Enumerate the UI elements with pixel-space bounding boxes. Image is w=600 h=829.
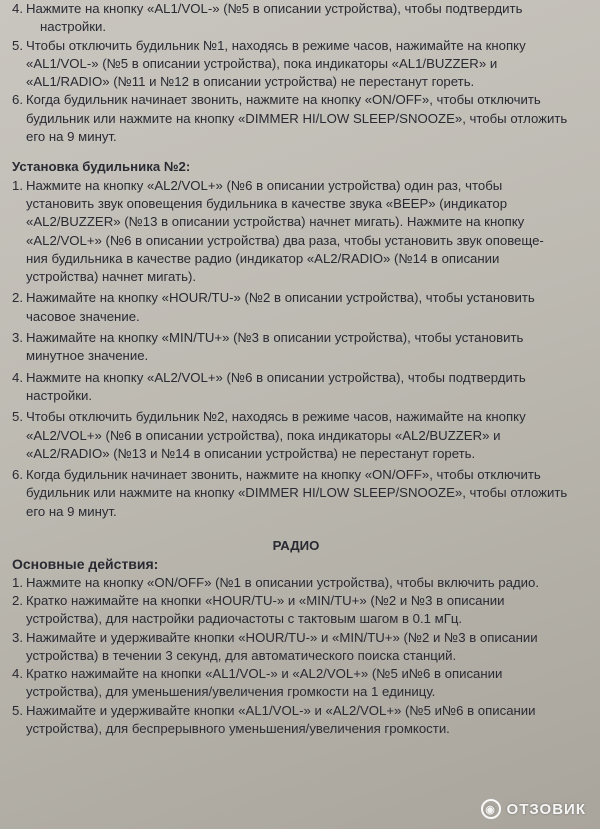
text-line: «AL2/BUZZER» (№13 в описании устройства) начнет мигать). Нажмите на кнопку	[26, 214, 525, 230]
text-line: Когда будильник начинает звонить, нажмите на кнопку «ON/OFF», чтобы отключить	[26, 92, 541, 108]
text-line: Кратко нажимайте на кнопки «AL1/VOL-» и «AL2/VOL+» (№5 и№6 в описании	[26, 666, 503, 682]
text-line: Нажимайте на кнопку «MIN/TU+» (№3 в описании устройства), чтобы установить	[26, 330, 524, 346]
text-line: Нажимайте и удерживайте кнопки «HOUR/TU-» и «MIN/TU+» (№2 и №3 в описании	[26, 629, 538, 645]
otzovik-watermark	[481, 799, 586, 819]
radio-step-3	[12, 629, 580, 666]
text-line: Нажимайте и удерживайте кнопки «AL1/VOL-» и «AL2/VOL+» (№5 и№6 в описании	[26, 702, 536, 718]
alarm2-step-5	[12, 408, 580, 463]
step-number: 2.	[12, 592, 23, 608]
text-line: устройства) в течении 3 секунд, для автоматического поиска станций.	[26, 647, 457, 663]
alarm2-step-3	[12, 329, 580, 366]
step-number: 5.	[12, 702, 23, 718]
text-line: устройства), для уменьшения/увеличения громкости на 1 единицу.	[26, 684, 436, 700]
text-line: Нажмите на кнопку «ON/OFF» (№1 в описании устройства), чтобы включить радио.	[26, 574, 539, 590]
text-line: устройства), для настройки радиочастоты с тактовым шагом в 0.1 мГц.	[26, 611, 463, 627]
watermark-text: ОТЗОВИК	[506, 800, 586, 818]
text-line: «AL2/VOL+» (№6 в описании устройства), пока индикаторы «AL2/BUZZER» и	[26, 427, 501, 443]
text-line: будильник или нажмите на кнопку «DIMMER HI/LOW SLEEP/SNOOZE», чтобы отложить	[26, 485, 568, 501]
text-line: настройки.	[26, 387, 93, 403]
text-line: Чтобы отключить будильник №2, находясь в режиме часов, нажимайте на кнопку	[26, 409, 526, 425]
text-line: Нажимайте на кнопку «HOUR/TU-» (№2 в описании устройства), чтобы установить	[26, 290, 535, 306]
step-number: 3.	[12, 330, 23, 346]
step-number: 1.	[12, 177, 23, 193]
radio-step-1	[12, 574, 580, 592]
text-line: Когда будильник начинает звонить, нажмите на кнопку «ON/OFF», чтобы отключить	[26, 467, 541, 483]
text-line: минутное значение.	[26, 348, 149, 364]
otzovik-logo-icon: ◉	[481, 799, 501, 819]
step-number: 5.	[12, 409, 23, 425]
step-number: 4.	[12, 666, 23, 682]
step-number: 4.	[12, 369, 23, 385]
step-number: 1.	[12, 574, 23, 590]
text-line: Нажмите на кнопку «AL2/VOL+» (№6 в описании устройства), чтобы подтвердить	[26, 369, 526, 385]
alarm2-step-4	[12, 369, 580, 406]
text-line: его на 9 минут.	[26, 129, 117, 145]
radio-heading: РАДИО	[272, 538, 320, 554]
text-line: Нажмите на кнопку «AL1/VOL-» (№5 в описании устройства), чтобы подтвердить	[26, 1, 523, 16]
step-number: 4.	[12, 1, 23, 16]
radio-step-4	[12, 665, 580, 702]
text-line: «AL1/RADIO» (№11 и №12 в описании устройства) не перестанут гореть.	[26, 74, 475, 90]
alarm1-step-4	[12, 0, 580, 37]
text-line: «AL1/VOL-» (№5 в описании устройства), пока индикаторы «AL1/BUZZER» и	[26, 55, 498, 71]
text-line: установить звук оповещения будильника в качестве звука «BEEP» (индикатор	[26, 195, 508, 211]
text-line: его на 9 минут.	[26, 503, 117, 519]
text-line: Кратко нажимайте на кнопки «HOUR/TU-» и «MIN/TU+» (№2 и №3 в описании	[26, 592, 505, 608]
radio-step-2	[12, 592, 580, 629]
alarm1-step-6	[12, 91, 580, 146]
text-line: устройства) начнет мигать).	[26, 269, 197, 285]
alarm2-step-1	[12, 177, 580, 287]
text-line: ния будильника в качестве радио (индикатор «AL2/RADIO» (№14 в описании	[26, 250, 500, 266]
step-number: 6.	[12, 92, 23, 108]
radio-subheading: Основные действия:	[12, 556, 159, 573]
text-line: устройства), для беспрерывного уменьшения/увеличения громкости.	[26, 720, 450, 736]
alarm2-heading: Установка будильника №2:	[12, 159, 191, 175]
alarm2-step-2	[12, 289, 580, 326]
text-line: часовое значение.	[26, 308, 140, 324]
text-line: Нажмите на кнопку «AL2/VOL+» (№6 в описании устройства) один раз, чтобы	[26, 177, 503, 193]
text-line: настройки.	[40, 19, 107, 35]
alarm2-step-6	[12, 466, 580, 521]
text-line: «AL2/VOL+» (№6 в описании устройства) два раза, чтобы установить звук оповеще-	[26, 232, 544, 248]
step-number: 6.	[12, 467, 23, 483]
step-number: 5.	[12, 37, 23, 53]
alarm1-step-5	[12, 37, 580, 92]
text-line: «AL2/RADIO» (№13 и №14 в описании устройства) не перестанут гореть.	[26, 445, 476, 461]
text-line: будильник или нажмите на кнопку «DIMMER HI/LOW SLEEP/SNOOZE», чтобы отложить	[26, 110, 568, 126]
step-number: 3.	[12, 629, 23, 645]
step-number: 2.	[12, 290, 23, 306]
text-line: Чтобы отключить будильник №1, находясь в режиме часов, нажимайте на кнопку	[26, 37, 526, 53]
radio-step-5	[12, 702, 580, 739]
